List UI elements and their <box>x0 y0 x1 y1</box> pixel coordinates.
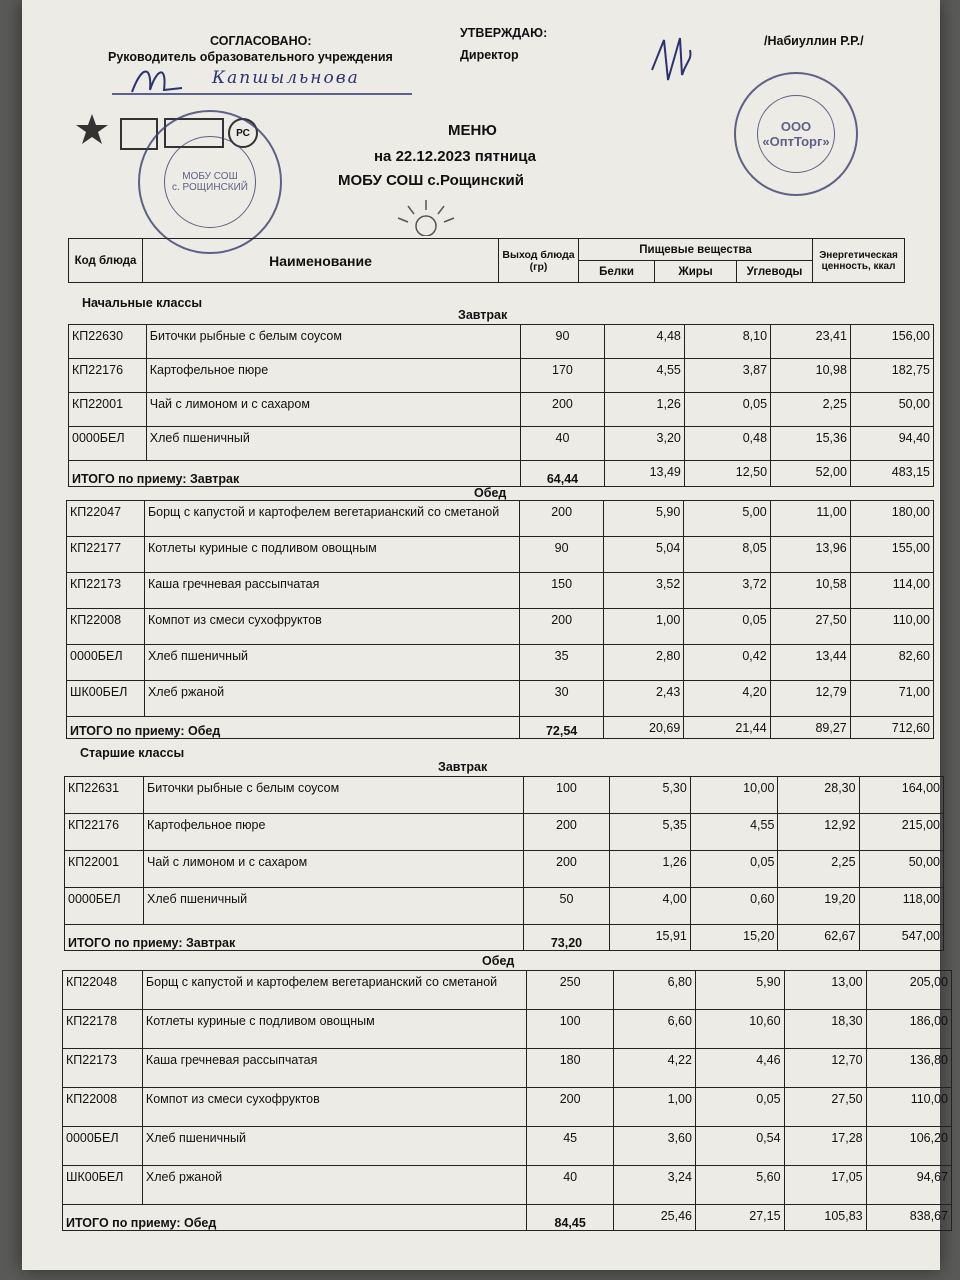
dish-energy: 186,00 <box>866 1010 951 1049</box>
table-row <box>69 393 934 427</box>
dish-output: 50 <box>524 888 609 925</box>
dish-protein: 4,00 <box>609 888 690 925</box>
section-label: Начальные классы <box>82 296 203 310</box>
table-row <box>65 888 944 925</box>
dish-protein: 2,43 <box>604 681 684 717</box>
dish-output: 40 <box>520 427 604 461</box>
dish-protein: 5,35 <box>609 814 690 851</box>
dish-carbs: 13,00 <box>784 971 866 1010</box>
col-nutrients: Пищевые вещества <box>579 239 813 261</box>
total-fat: 21,44 <box>684 717 770 739</box>
dish-carbs: 27,50 <box>770 609 850 645</box>
dish-name: Хлеб пшеничный <box>144 888 524 925</box>
meal-label: Обед <box>474 486 507 500</box>
dish-code: КП22631 <box>65 777 144 814</box>
dish-name: Борщ с капустой и картофелем вегетарианский со сметаной <box>144 501 519 537</box>
dish-carbs: 13,96 <box>770 537 850 573</box>
dish-code: КП22048 <box>63 971 143 1010</box>
dish-output: 200 <box>519 501 603 537</box>
dish-protein: 3,20 <box>605 427 685 461</box>
dish-fat: 3,87 <box>684 359 770 393</box>
dish-protein: 1,00 <box>604 609 684 645</box>
dish-output: 200 <box>527 1088 613 1127</box>
table-row <box>69 325 934 359</box>
total-row <box>69 461 934 487</box>
total-row <box>67 717 934 739</box>
dish-fat: 4,55 <box>690 814 778 851</box>
approve-role: Директор <box>460 48 519 62</box>
menu-sheet <box>22 0 948 1270</box>
dish-name: Котлеты куриные с подливом овощным <box>142 1010 527 1049</box>
dish-energy: 180,00 <box>850 501 933 537</box>
total-label: ИТОГО по приему: Завтрак <box>65 925 524 951</box>
total-output: 64,44 <box>520 461 604 487</box>
menu-school: МОБУ СОШ с.Рощинский <box>338 172 524 189</box>
table-row <box>69 359 934 393</box>
dish-code: КП22001 <box>69 393 147 427</box>
total-label: ИТОГО по приему: Обед <box>67 717 520 739</box>
dish-energy: 136,80 <box>866 1049 951 1088</box>
dish-code: КП22001 <box>65 851 144 888</box>
sun-logo-icon <box>386 196 466 236</box>
section-label: Старшие классы <box>80 746 185 760</box>
dish-protein: 2,80 <box>604 645 684 681</box>
certification-icon: РС <box>228 118 258 148</box>
dish-protein: 6,80 <box>613 971 695 1010</box>
dish-protein: 1,26 <box>609 851 690 888</box>
dish-output: 250 <box>527 971 613 1010</box>
dish-name: Хлеб пшеничный <box>144 645 519 681</box>
dish-code: 0000БЕЛ <box>63 1127 143 1166</box>
dish-carbs: 17,05 <box>784 1166 866 1205</box>
total-label: ИТОГО по приему: Завтрак <box>69 461 521 487</box>
menu-table <box>66 500 934 739</box>
total-carbs: 89,27 <box>770 717 850 739</box>
dish-output: 200 <box>520 393 604 427</box>
dish-code: КП22173 <box>67 573 145 609</box>
dish-energy: 50,00 <box>859 851 943 888</box>
agreed-heading: СОГЛАСОВАНО: <box>210 34 312 48</box>
agreed-role: Руководитель образовательного учреждения <box>108 50 393 64</box>
col-code: Код блюда <box>69 239 143 283</box>
dish-output: 200 <box>524 851 609 888</box>
dish-fat: 0,60 <box>690 888 778 925</box>
school-stamp-icon <box>138 110 282 254</box>
dish-carbs: 10,58 <box>770 573 850 609</box>
dish-code: КП22176 <box>65 814 144 851</box>
dish-energy: 82,60 <box>850 645 933 681</box>
dish-code: КП22176 <box>69 359 147 393</box>
total-label: ИТОГО по приему: Обед <box>63 1205 527 1231</box>
table-row <box>67 501 934 537</box>
dish-energy: 164,00 <box>859 777 943 814</box>
dish-carbs: 12,70 <box>784 1049 866 1088</box>
dish-name: Хлеб пшеничный <box>142 1127 527 1166</box>
dish-carbs: 11,00 <box>770 501 850 537</box>
total-carbs: 62,67 <box>778 925 859 951</box>
director-name: /Набиуллин Р.Р./ <box>764 34 864 48</box>
dish-energy: 118,00 <box>859 888 943 925</box>
dish-output: 200 <box>524 814 609 851</box>
dish-fat: 0,05 <box>684 609 770 645</box>
total-energy: 838,67 <box>866 1205 951 1231</box>
dish-energy: 94,40 <box>850 427 933 461</box>
dish-output: 45 <box>527 1127 613 1166</box>
dish-carbs: 13,44 <box>770 645 850 681</box>
menu-table <box>68 324 934 487</box>
total-protein: 15,91 <box>609 925 690 951</box>
dish-fat: 4,20 <box>684 681 770 717</box>
dish-output: 100 <box>527 1010 613 1049</box>
dish-energy: 182,75 <box>850 359 933 393</box>
dish-fat: 10,60 <box>695 1010 784 1049</box>
total-carbs: 105,83 <box>784 1205 866 1231</box>
table-row <box>67 645 934 681</box>
table-row <box>63 1127 952 1166</box>
dish-fat: 0,05 <box>684 393 770 427</box>
total-energy: 547,00 <box>859 925 943 951</box>
dish-name: Чай с лимоном и с сахаром <box>146 393 520 427</box>
dish-fat: 0,42 <box>684 645 770 681</box>
dish-energy: 205,00 <box>866 971 951 1010</box>
supplier-stamp-line2: «ОптТорг» <box>762 134 830 149</box>
dish-name: Каша гречневая рассыпчатая <box>142 1049 527 1088</box>
dish-carbs: 19,20 <box>778 888 859 925</box>
total-carbs: 52,00 <box>771 461 851 487</box>
dish-protein: 5,04 <box>604 537 684 573</box>
dish-code: 0000БЕЛ <box>67 645 145 681</box>
dish-code: 0000БЕЛ <box>65 888 144 925</box>
total-protein: 20,69 <box>604 717 684 739</box>
dish-protein: 6,60 <box>613 1010 695 1049</box>
dish-fat: 0,05 <box>690 851 778 888</box>
table-row <box>65 851 944 888</box>
dish-protein: 5,90 <box>604 501 684 537</box>
menu-table <box>62 970 952 1231</box>
dish-name: Биточки рыбные с белым соусом <box>144 777 524 814</box>
total-output: 72,54 <box>519 717 603 739</box>
dish-fat: 5,90 <box>695 971 784 1010</box>
dish-fat: 5,60 <box>695 1166 784 1205</box>
dish-fat: 0,54 <box>695 1127 784 1166</box>
dish-name: Картофельное пюре <box>144 814 524 851</box>
total-output: 84,45 <box>527 1205 613 1231</box>
dish-protein: 4,22 <box>613 1049 695 1088</box>
dish-energy: 155,00 <box>850 537 933 573</box>
table-row <box>67 537 934 573</box>
dish-name: Хлеб ржаной <box>144 681 519 717</box>
dish-fat: 0,05 <box>695 1088 784 1127</box>
dish-protein: 3,60 <box>613 1127 695 1166</box>
menu-title: МЕНЮ <box>448 122 497 139</box>
dish-fat: 8,05 <box>684 537 770 573</box>
dish-carbs: 17,28 <box>784 1127 866 1166</box>
table-row <box>65 814 944 851</box>
dish-code: КП22047 <box>67 501 145 537</box>
dish-fat: 10,00 <box>690 777 778 814</box>
dish-code: ШК00БЕЛ <box>63 1166 143 1205</box>
dish-fat: 4,46 <box>695 1049 784 1088</box>
dish-carbs: 12,79 <box>770 681 850 717</box>
dish-output: 100 <box>524 777 609 814</box>
table-row <box>63 1088 952 1127</box>
dish-fat: 5,00 <box>684 501 770 537</box>
total-protein: 25,46 <box>613 1205 695 1231</box>
dish-protein: 1,26 <box>605 393 685 427</box>
dish-protein: 5,30 <box>609 777 690 814</box>
total-row <box>65 925 944 951</box>
table-row <box>67 609 934 645</box>
meal-label: Завтрак <box>438 760 488 774</box>
dish-carbs: 15,36 <box>771 427 851 461</box>
table-row <box>65 777 944 814</box>
total-fat: 27,15 <box>695 1205 784 1231</box>
col-carbs: Углеводы <box>737 261 813 283</box>
dish-output: 90 <box>519 537 603 573</box>
dish-carbs: 2,25 <box>778 851 859 888</box>
col-protein: Белки <box>579 261 655 283</box>
dish-carbs: 23,41 <box>771 325 851 359</box>
table-row <box>67 573 934 609</box>
dish-name: Котлеты куриные с подливом овощным <box>144 537 519 573</box>
dish-code: КП22177 <box>67 537 145 573</box>
dish-name: Борщ с капустой и картофелем вегетарианский со сметаной <box>142 971 527 1010</box>
menu-date: на 22.12.2023 пятница <box>374 148 536 165</box>
total-output: 73,20 <box>524 925 609 951</box>
dish-code: 0000БЕЛ <box>69 427 147 461</box>
dish-energy: 110,00 <box>850 609 933 645</box>
dish-carbs: 18,30 <box>784 1010 866 1049</box>
dish-code: КП22008 <box>67 609 145 645</box>
table-row <box>63 1010 952 1049</box>
total-energy: 483,15 <box>850 461 933 487</box>
meal-label: Завтрак <box>458 308 508 322</box>
col-energy: Энергетическая ценность, ккал <box>813 239 905 283</box>
table-row <box>63 1166 952 1205</box>
menu-table <box>64 776 944 951</box>
dish-output: 35 <box>519 645 603 681</box>
dish-energy: 156,00 <box>850 325 933 359</box>
col-name: Наименование <box>143 239 499 283</box>
dish-energy: 94,67 <box>866 1166 951 1205</box>
dish-output: 180 <box>527 1049 613 1088</box>
dish-protein: 3,24 <box>613 1166 695 1205</box>
dish-name: Компот из смеси сухофруктов <box>144 609 519 645</box>
dish-output: 40 <box>527 1166 613 1205</box>
dish-name: Биточки рыбные с белым соусом <box>146 325 520 359</box>
dish-code: КП22173 <box>63 1049 143 1088</box>
dish-fat: 3,72 <box>684 573 770 609</box>
dish-code: КП22178 <box>63 1010 143 1049</box>
dish-protein: 3,52 <box>604 573 684 609</box>
agreed-sign-name: Капшыльнова <box>212 68 360 88</box>
dish-code: КП22630 <box>69 325 147 359</box>
dish-fat: 8,10 <box>684 325 770 359</box>
total-row <box>63 1205 952 1231</box>
dish-energy: 110,00 <box>866 1088 951 1127</box>
dish-energy: 71,00 <box>850 681 933 717</box>
dish-carbs: 2,25 <box>771 393 851 427</box>
dish-protein: 4,55 <box>605 359 685 393</box>
dish-protein: 1,00 <box>613 1088 695 1127</box>
dish-energy: 114,00 <box>850 573 933 609</box>
school-stamp-line1: МОБУ СОШ <box>182 171 238 182</box>
total-protein: 13,49 <box>605 461 685 487</box>
dish-carbs: 12,92 <box>778 814 859 851</box>
dish-output: 30 <box>519 681 603 717</box>
dish-carbs: 27,50 <box>784 1088 866 1127</box>
table-row <box>67 681 934 717</box>
column-header <box>68 238 905 283</box>
total-fat: 12,50 <box>684 461 770 487</box>
table-row <box>63 971 952 1010</box>
dish-output: 150 <box>519 573 603 609</box>
dish-code: КП22008 <box>63 1088 143 1127</box>
dish-carbs: 10,98 <box>771 359 851 393</box>
dish-carbs: 28,30 <box>778 777 859 814</box>
supplier-stamp-icon <box>734 72 858 196</box>
dish-fat: 0,48 <box>684 427 770 461</box>
table-row <box>63 1049 952 1088</box>
approve-heading: УТВЕРЖДАЮ: <box>460 26 548 40</box>
col-output: Выход блюда (гр) <box>499 239 579 283</box>
total-fat: 15,20 <box>690 925 778 951</box>
table-row <box>69 427 934 461</box>
dish-output: 200 <box>519 609 603 645</box>
dish-code: ШК00БЕЛ <box>67 681 145 717</box>
director-signature <box>642 30 702 90</box>
dish-output: 90 <box>520 325 604 359</box>
dish-name: Хлеб пшеничный <box>146 427 520 461</box>
dish-energy: 106,20 <box>866 1127 951 1166</box>
dish-name: Чай с лимоном и с сахаром <box>144 851 524 888</box>
dish-output: 170 <box>520 359 604 393</box>
dish-name: Картофельное пюре <box>146 359 520 393</box>
dish-name: Каша гречневая рассыпчатая <box>144 573 519 609</box>
dish-protein: 4,48 <box>605 325 685 359</box>
dish-energy: 215,00 <box>859 814 943 851</box>
supplier-stamp-line1: ООО <box>780 119 812 134</box>
total-energy: 712,60 <box>850 717 933 739</box>
col-fat: Жиры <box>655 261 737 283</box>
meal-label: Обед <box>482 954 515 968</box>
dish-energy: 50,00 <box>850 393 933 427</box>
dish-name: Компот из смеси сухофруктов <box>142 1088 527 1127</box>
school-stamp-line2: с. РОЩИНСКИЙ <box>172 182 248 193</box>
star-emblem-icon <box>74 112 110 148</box>
dish-name: Хлеб ржаной <box>142 1166 527 1205</box>
